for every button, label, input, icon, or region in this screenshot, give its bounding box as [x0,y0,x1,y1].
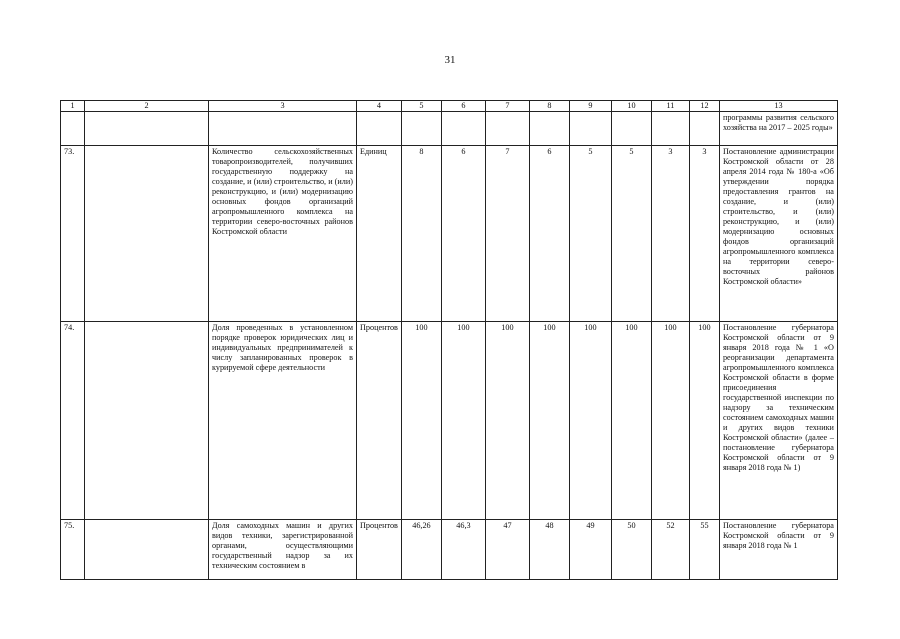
header-cell: 2 [85,101,209,112]
unit-cell: Процентов [357,520,402,580]
indicator-name: Количество сельскохозяйственных товаропроизводителей, получивших государственную поддержку на создание, и (или) строительство, и (или) реконструкцию, и (или) модернизацию основных фондов организаций агропромышленного комплекса на территории северо-восточных районов Костромской области [209,146,357,322]
header-cell: 12 [689,101,719,112]
value-cell: 6 [529,146,569,322]
value-cell: 3 [651,146,689,322]
value-cell: 100 [401,322,441,520]
value-cell: 100 [651,322,689,520]
header-cell: 6 [441,101,485,112]
header-cell: 9 [569,101,611,112]
value-cell: 100 [485,322,529,520]
indicator-name: Доля самоходных машин и других видов техники, зарегистрированной органами, осуществляющими государственный надзор за их техническим состоянием в [209,520,357,580]
continuation-text: программы развития сельского хозяйства на 2017 – 2025 годы» [719,112,837,146]
unit-cell: Процентов [357,322,402,520]
header-cell: 5 [401,101,441,112]
value-cell: 47 [485,520,529,580]
value-cell: 52 [651,520,689,580]
row-number: 75. [61,520,85,580]
unit-cell: Единиц [357,146,402,322]
value-cell: 8 [401,146,441,322]
indicators-table [60,100,838,580]
table-header-row [61,101,838,112]
row-number: 73. [61,146,85,322]
value-cell: 46,3 [441,520,485,580]
header-cell: 11 [651,101,689,112]
header-cell: 8 [529,101,569,112]
table-row [61,322,838,520]
value-cell: 6 [441,146,485,322]
value-cell: 100 [441,322,485,520]
value-cell: 5 [611,146,651,322]
table-row-continuation [61,112,838,146]
source-document: Постановление губернатора Костромской области от 9 января 2018 года № 1 «О реорганизации департамента агропромышленного комплекса Костромской области в форме присоединения государственной инспекции по надзору за техническим состоянием самоходных машин и других видов техники Костромской области» (далее – постановление губернатора Костромской области от 9 января 2018 года № 1) [719,322,837,520]
page-number: 31 [444,54,456,66]
value-cell: 48 [529,520,569,580]
header-cell: 10 [611,101,651,112]
header-cell: 7 [485,101,529,112]
value-cell: 100 [569,322,611,520]
value-cell: 49 [569,520,611,580]
header-cell: 1 [61,101,85,112]
value-cell: 7 [485,146,529,322]
table-row [61,146,838,322]
header-cell: 3 [209,101,357,112]
header-cell: 4 [357,101,402,112]
value-cell: 3 [689,146,719,322]
value-cell: 55 [689,520,719,580]
header-cell: 13 [719,101,837,112]
value-cell: 100 [689,322,719,520]
source-document: Постановление администрации Костромской области от 28 апреля 2014 года № 180-а «Об утверждении порядка предоставления грантов на создание, и (или) строительство, и (или) реконструкцию, и (или) модернизацию основных фондов организаций агропромышленного комплекса на территории северо-восточных районов Костромской области» [719,146,837,322]
value-cell: 5 [569,146,611,322]
row-number: 74. [61,322,85,520]
value-cell: 100 [611,322,651,520]
value-cell: 50 [611,520,651,580]
source-document: Постановление губернатора Костромской области от 9 января 2018 года № 1 [719,520,837,580]
table-row [61,520,838,580]
value-cell: 100 [529,322,569,520]
value-cell: 46,26 [401,520,441,580]
indicator-name: Доля проведенных в установленном порядке проверок юридических лиц и индивидуальных предпринимателей к числу запланированных проверок в курируемой сфере деятельности [209,322,357,520]
